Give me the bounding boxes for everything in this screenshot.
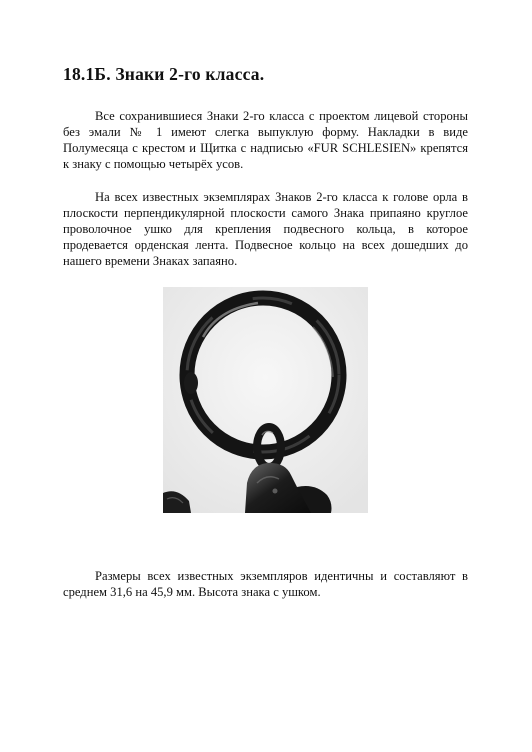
paragraph-shape-description: Все сохранившиеся Знаки 2-го класса с проектом лицевой стороны без эмали № 1 имеют слегка выпуклую форму. Накладки в виде Полумесяца с крестом и Щитка с надписью «FUR SCHLESIEN» крепятся к знаку с помощью четырёх усов. [63, 109, 468, 171]
paragraph-dimensions: Размеры всех известных экземпляров идентичны и составляют в среднем 31,6 на 45,9 мм. Высота знака с ушком. [63, 569, 468, 599]
suspension-ring-image [163, 287, 368, 513]
suspension-ring-photo [163, 287, 368, 513]
section-heading: 18.1Б. Знаки 2-го класса. [63, 64, 265, 84]
paragraph-ring-attachment: На всех известных экземплярах Знаков 2-го класса к голове орла в плоскости перпендикулярной плоскости самого Знака припаяно круглое проволочное ушко для крепления подвесного кольца, в которое продевается орденская лента. Подвесное кольцо на всех дошедших до нашего времени Знаках запаяно. [63, 190, 468, 268]
